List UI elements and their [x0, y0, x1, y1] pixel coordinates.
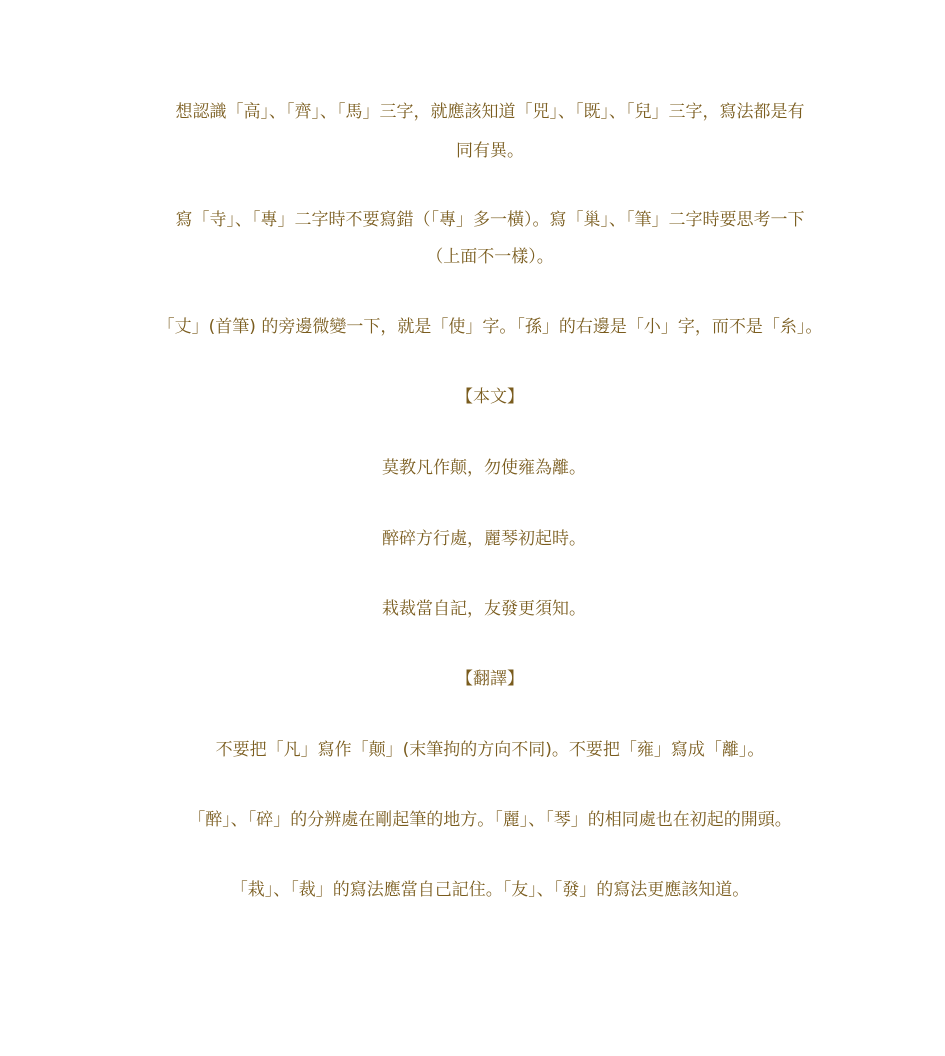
- intro-paragraph-1-line-2: 同有異。: [456, 141, 524, 161]
- intro-paragraph-1-line-1: 想認識「高」、「齊」、「馬」三字，就應該知道「兕」、「既」、「兒」三字，寫法都是有: [175, 102, 805, 122]
- original-text-heading: 【本文】: [456, 387, 524, 407]
- verse-line-3: 栽裁當自記，友發更須知。: [382, 599, 586, 619]
- intro-paragraph-2-line-1: 寫「寺」、「專」二字時不要寫錯（「專」多一橫）。寫「巢」、「筆」二字時要思考一下: [175, 210, 805, 230]
- intro-paragraph-3-line-1: 「丈」(首筆) 的旁邊微變一下，就是「使」字。「孫」的右邊是「小」字，而不是「糸」。: [157, 317, 823, 337]
- translation-line-3: 「栽」、「裁」的寫法應當自己記住。「友」、「發」的寫法更應該知道。: [230, 880, 750, 900]
- verse-line-2: 醉碎方行處，麗琴初起時。: [382, 529, 586, 549]
- verse-line-1: 莫教凡作颠，勿使雍為離。: [382, 458, 586, 478]
- intro-paragraph-2-line-2: （上面不一樣）。: [426, 247, 554, 267]
- translation-line-1: 不要把「凡」寫作「颠」(末筆拘的方向不同)。不要把「雍」寫成「離」。: [215, 740, 765, 760]
- translation-line-2: 「醉」、「碎」的分辨處在剛起筆的地方。「麗」、「琴」的相同處也在初起的開頭。: [188, 810, 792, 830]
- translation-heading: 【翻譯】: [456, 669, 524, 689]
